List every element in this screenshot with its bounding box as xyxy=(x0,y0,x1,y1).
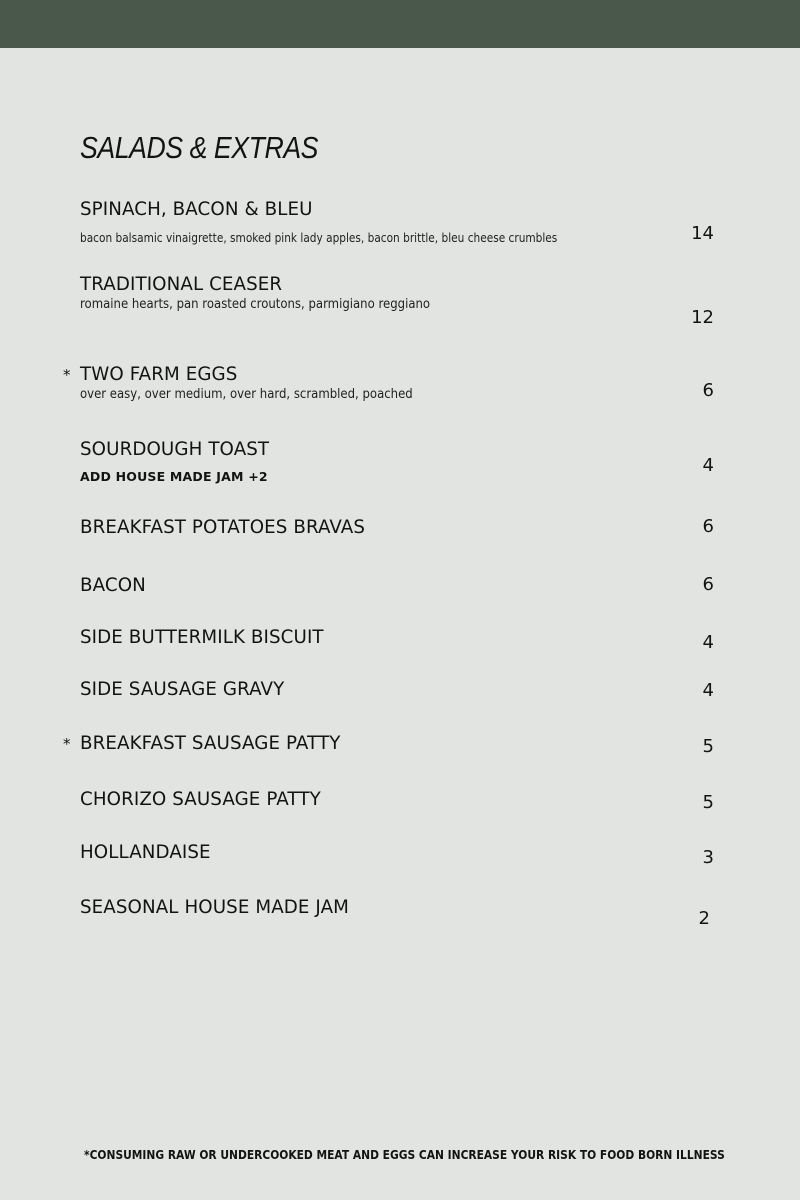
menu-item-description: bacon balsamic vinaigrette, smoked pink lady apples, bacon brittle, bleu cheese crumbles xyxy=(80,231,558,245)
page-title: SALADS & EXTRAS xyxy=(80,130,319,165)
menu-item-price: 6 xyxy=(702,380,714,401)
menu-item-name: TRADITIONAL CEASER xyxy=(80,273,283,295)
menu-item-price: 5 xyxy=(702,792,714,813)
menu-item-price: 4 xyxy=(702,680,714,701)
menu-item-price: 3 xyxy=(702,847,714,868)
menu-item-name: HOLLANDAISE xyxy=(80,841,211,863)
menu-item-name: SIDE BUTTERMILK BISCUIT xyxy=(80,626,324,648)
menu-item-name: SEASONAL HOUSE MADE JAM xyxy=(80,896,349,918)
menu-item-price: 6 xyxy=(702,574,714,595)
menu-item-price: 12 xyxy=(691,307,714,328)
menu-item-name: TWO FARM EGGS xyxy=(80,363,238,385)
menu-item-description: over easy, over medium, over hard, scrambled, poached xyxy=(80,387,413,402)
footnote: *CONSUMING RAW OR UNDERCOOKED MEAT AND EGGS CAN INCREASE YOUR RISK TO FOOD BORN ILLNESS xyxy=(84,1148,725,1162)
menu-item-name: BREAKFAST POTATOES BRAVAS xyxy=(80,516,366,538)
menu-item-name: BACON xyxy=(80,574,146,596)
menu-item-name: BREAKFAST SAUSAGE PATTY xyxy=(80,732,341,754)
menu-item-name: CHORIZO SAUSAGE PATTY xyxy=(80,788,321,810)
raw-food-marker: * xyxy=(63,366,71,384)
menu-item-price: 2 xyxy=(698,908,710,929)
menu-item-price: 4 xyxy=(702,632,714,653)
menu-item-name: SOURDOUGH TOAST xyxy=(80,438,270,460)
menu-item-price: 14 xyxy=(691,223,714,244)
menu-item-name: SIDE SAUSAGE GRAVY xyxy=(80,678,285,700)
menu-item-price: 6 xyxy=(702,516,714,537)
menu-item-description: romaine hearts, pan roasted croutons, parmigiano reggiano xyxy=(80,297,431,312)
menu-item-price: 5 xyxy=(702,736,714,757)
menu-item-note: ADD HOUSE MADE JAM +2 xyxy=(80,469,268,484)
raw-food-marker: * xyxy=(63,735,71,753)
header-bar xyxy=(0,0,800,48)
menu-item-name: SPINACH, BACON & BLEU xyxy=(80,198,313,220)
menu-item-price: 4 xyxy=(702,455,714,476)
